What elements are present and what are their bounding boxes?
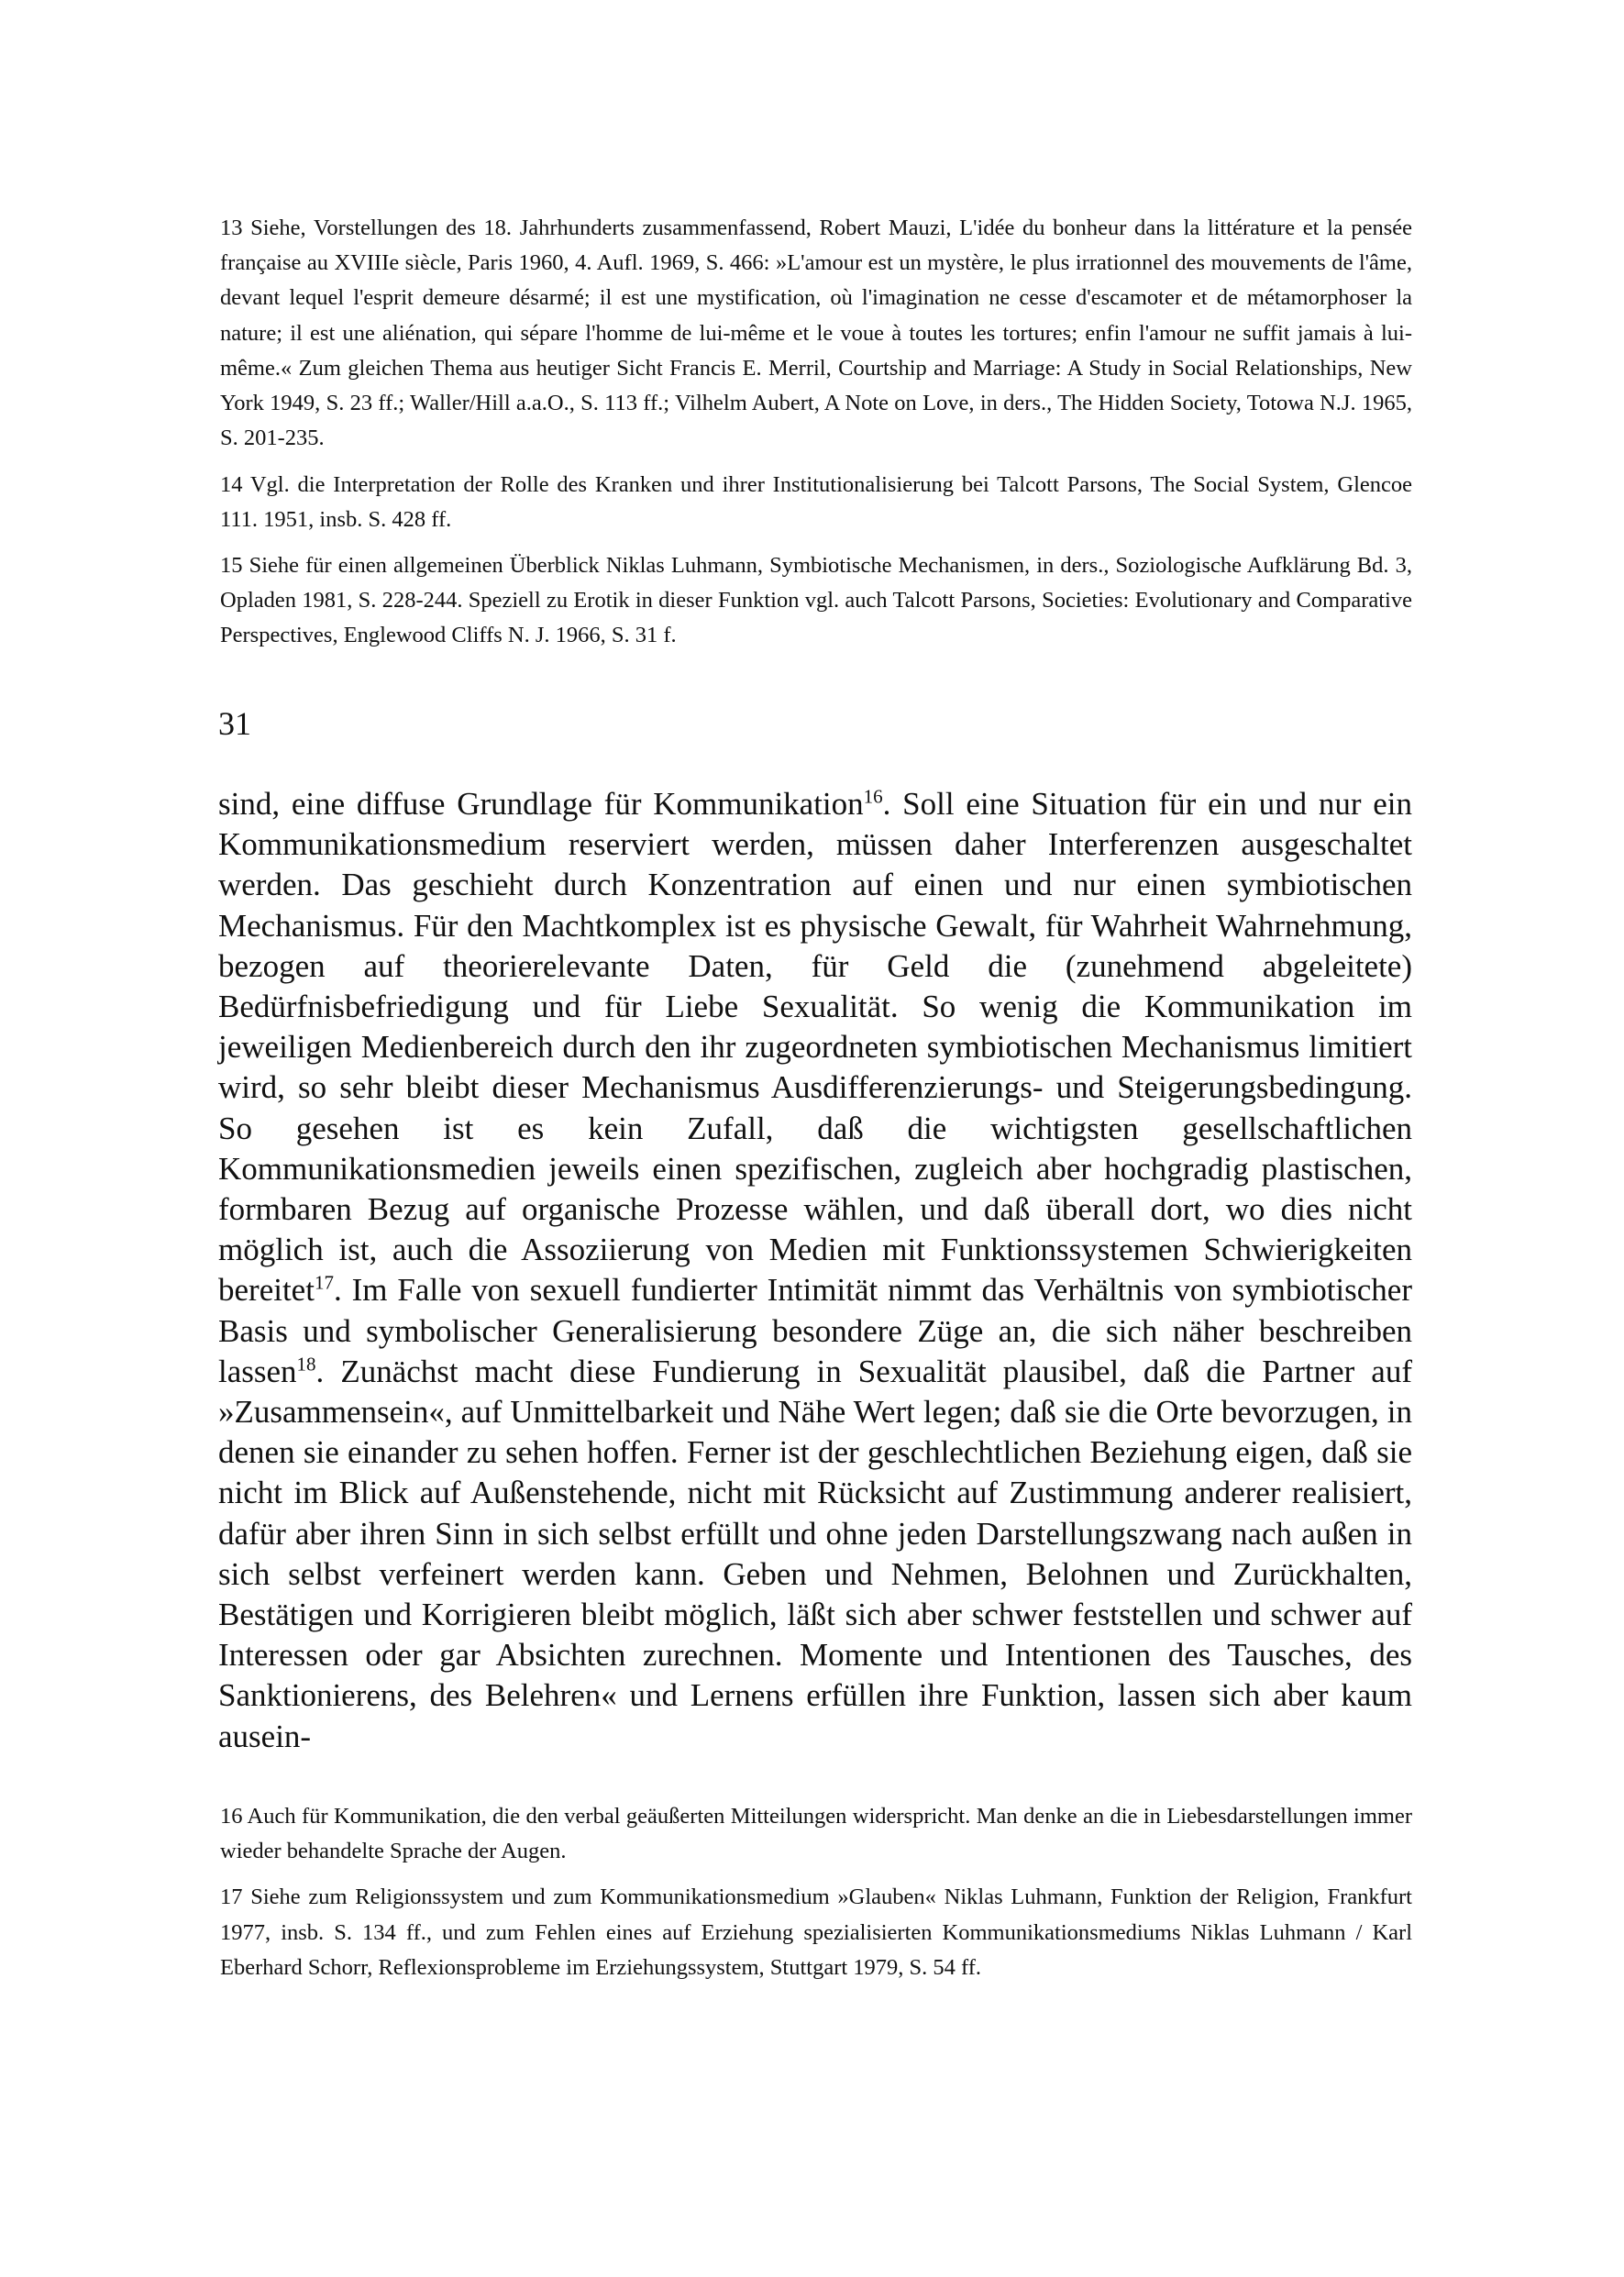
footnote-13: 13 Siehe, Vorstellungen des 18. Jahrhunderts zusammenfassend, Robert Mauzi, L'idée du bonheur dans la littérature et la pensée française au XVIIIe siècle, Paris 1960, 4. Aufl. 1969, S. 466: »L'amour est un mystère, le plus irrationnel des mouvements de l'âme, devant lequel l'esprit demeure désarmé; il est une mystification, où l'imagination ne cesse d'escamoter et de métamorphoser la nature; il est une aliénation, qui sépare l'homme de lui-même et le voue à toutes les tortures; enfin l'amour ne suffit jamais à lui-même.« Zum gleichen Thema aus heutiger Sicht Francis E. Merril, Courtship and Marriage: A Study in Social Relationships, New York 1949, S. 23 ff.; Waller/Hill a.a.O., S. 113 ff.; Vilhelm Aubert, A Note on Love, in ders., The Hidden Society, Totowa N.J. 1965, S. 201-235. — [220, 216, 1412, 451]
footnote-16: 16 Auch für Kommunikation, die den verbal geäußerten Mitteilungen widerspricht. Man denke an die in Liebesdarstellungen immer wieder behandelte Sprache der Augen. — [220, 1804, 1412, 1864]
footnotes-top — [220, 211, 1412, 665]
footnote-ref-18: 18 — [296, 1353, 316, 1376]
page-number: 31 — [218, 705, 251, 742]
body-paragraph — [218, 784, 1412, 1757]
footnote-ref-17: 17 — [314, 1271, 334, 1294]
footnote-17: 17 Siehe zum Religionssystem und zum Kommunikationsmedium »Glauben« Niklas Luhmann, Funktion der Religion, Frankfurt 1977, insb. S. 134 ff., und zum Fehlen eines auf Erziehung spezialisierten Kommunikationsmediums Niklas Luhmann / Karl Eberhard Schorr, Reflexionsprobleme im Erziehungssystem, Stuttgart 1979, S. 54 ff. — [220, 1885, 1412, 1980]
footnotes-bottom — [220, 1799, 1412, 1996]
footnote-15: 15 Siehe für einen allgemeinen Überblick Niklas Luhmann, Symbiotische Mechanismen, in ders., Soziologische Aufklärung Bd. 3, Opladen 1981, S. 228-244. Speziell zu Erotik in dieser Funktion vgl. auch Talcott Parsons, Societies: Evolutionary and Comparative Perspectives, Englewood Cliffs N. J. 1966, S. 31 f. — [220, 552, 1412, 648]
footnote-ref-16: 16 — [863, 785, 883, 808]
body-text-part-1: sind, eine diffuse Grundlage für Kommunikation — [218, 786, 864, 822]
body-text-part-2: . Soll eine Situation für ein und nur ein Kommunikationsmedium reserviert werden, müssen daher Interferenzen ausgeschaltet werden. Das geschieht durch Konzentration auf einen und nur einen symbiotischen Mechanismus. Für den Machtkomplex ist es physische Gewalt, für Wahrheit Wahrnehmung, bezogen auf theorierelevante Daten, für Geld die (zunehmend abgeleitete) Bedürfnisbefriedigung und für Liebe Sexualität. So wenig die Kommunikation im jeweiligen Medienbereich durch den ihr zugeordneten symbiotischen Mechanismus limitiert wird, so sehr bleibt dieser Mechanismus Ausdifferenzierungs- und Steigerungsbedingung. So gesehen ist es kein Zufall, daß die wichtigsten gesellschaftlichen Kommunikationsmedien jeweils einen spezifischen, zugleich aber hochgradig plastischen, formbaren Bezug auf organische Prozesse wählen, und daß überall dort, wo dies nicht möglich ist, auch die Assoziierung von Medien mit Funktionssystemen Schwierigkeiten bereitet — [218, 786, 1412, 1309]
body-text-part-3: . Im Falle von sexuell fundierter Intimität nimmt das Verhältnis von symbiotischer Basis und symbolischer Generalisierung besondere Züge an, die sich näher beschreiben lassen — [218, 1272, 1412, 1389]
body-text-part-4: . Zunächst macht diese Fundierung in Sexualität plausibel, daß die Partner auf »Zusammensein«, auf Unmittelbarkeit und Nähe Wert legen; daß sie die Orte bevorzugen, in denen sie einander zu sehen hoffen. Ferner ist der geschlechtlichen Beziehung eigen, daß sie nicht im Blick auf Außenstehende, nicht mit Rücksicht auf Zustimmung anderer realisiert, dafür aber ihren Sinn in sich selbst erfüllt und ohne jeden Darstellungszwang nach außen in sich selbst verfeinert werden kann. Geben und Nehmen, Belohnen und Zurückhalten, Bestätigen und Korrigieren bleibt möglich, läßt sich aber schwer feststellen und schwer auf Interessen oder gar Absichten zurechnen. Momente und Intentionen des Tausches, des Sanktionierens, des Belehren« und Lernens erfüllen ihre Funktion, lassen sich aber kaum ausein- — [218, 1353, 1412, 1754]
footnote-14: 14 Vgl. die Interpretation der Rolle des Kranken und ihrer Institutionalisierung bei Talcott Parsons, The Social System, Glencoe 111. 1951, insb. S. 428 ff. — [220, 471, 1412, 532]
